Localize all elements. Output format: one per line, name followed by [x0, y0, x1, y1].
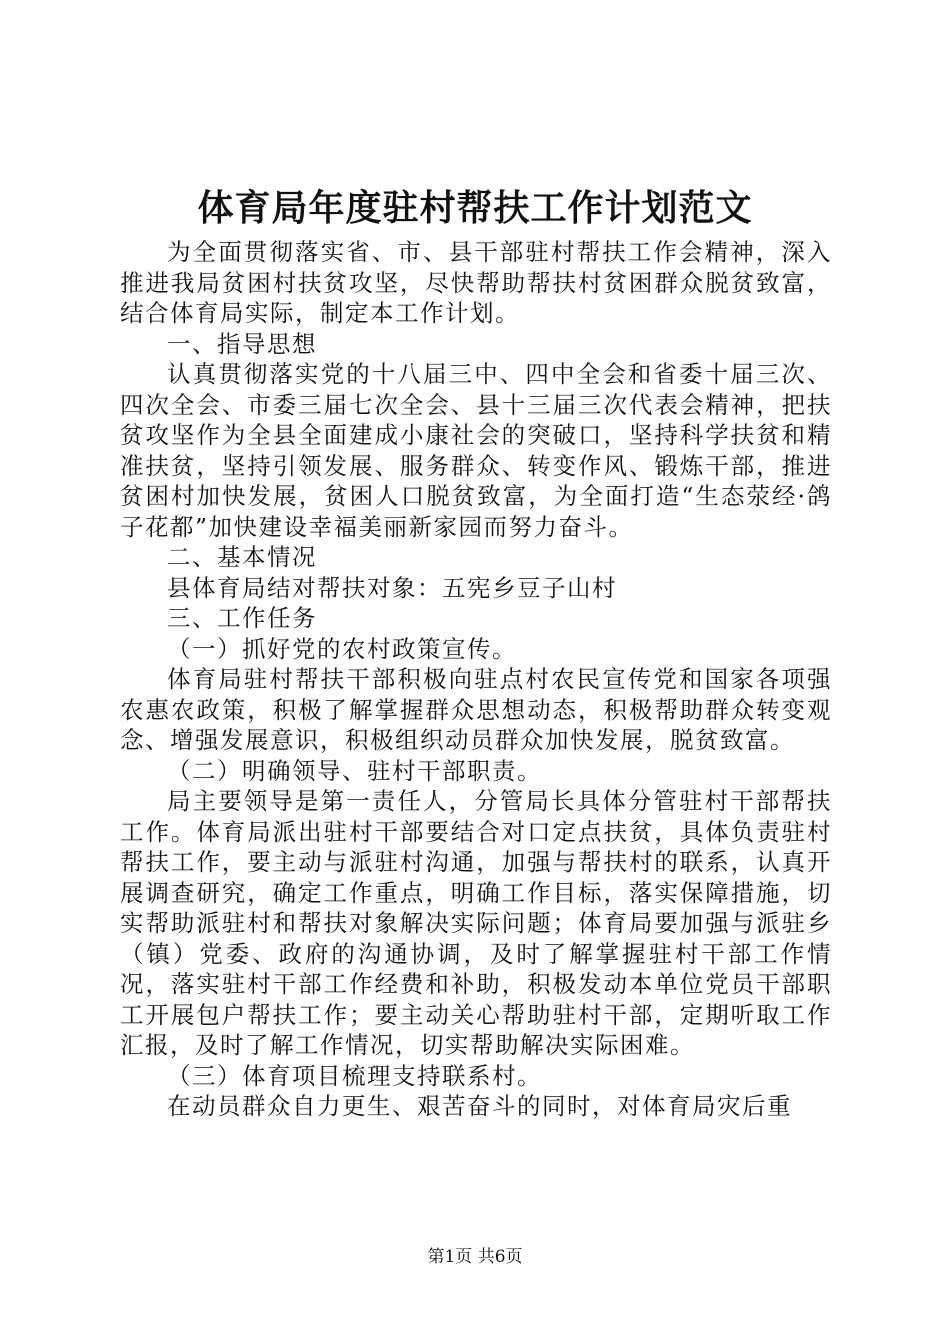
paragraph-guiding-ideology: 认真贯彻落实党的十八届三中、四中全会和省委十届三次、四次全会、市委三届七次全会、县十三届三次代表会精神，把扶贫攻坚作为全县全面建成小康社会的突破口，坚持科学扶贫和精准扶贫，坚持引领发展、服务群众、转变作风、锻炼干部，推进贫困村加快发展，贫困人口脱贫致富，为全面打造“生态荥经·鸽子花都”加快建设幸福美丽新家园而努力奋斗。 — [120, 360, 832, 541]
section-heading-work-tasks: 三、工作任务 — [167, 604, 317, 632]
section-heading-guiding-ideology: 一、指导思想 — [167, 329, 317, 358]
paragraph-policy-publicity: 体育局驻村帮扶干部积极向驻点村农民宣传党和国家各项强农惠农政策，积极了解掌握群众思想动态，积极帮助群众转变观念、增强发展意识，积极组织动员群众加快发展，脱贫致富。 — [120, 665, 832, 754]
subheading-policy-publicity: （一）抓好党的农村政策宣传。 — [167, 634, 517, 663]
document-title: 体育局年度驻村帮扶工作计划范文 — [197, 187, 753, 229]
subheading-sports-projects: （三）体育项目梳理支持联系村。 — [167, 1061, 542, 1090]
subheading-responsibilities: （二）明确领导、驻村干部职责。 — [167, 756, 542, 785]
paragraph-basic-situation: 县体育局结对帮扶对象：五宪乡豆子山村 — [167, 573, 617, 602]
paragraph-responsibilities: 局主要领导是第一责任人，分管局长具体分管驻村干部帮扶工作。体育局派出驻村干部要结合对口定点扶贫，具体负责驻村帮扶工作，要主动与派驻村沟通，加强与帮扶村的联系，认真开展调查研究，确定工作重点，明确工作目标，落实保障措施，切实帮助派驻村和帮扶对象解决实际问题；体育局要加强与派驻乡（镇）党委、政府的沟通协调，及时了解掌握驻村干部工作情况，落实驻村干部工作经费和补助，积极发动本单位党员干部职工开展包户帮扶工作；要主动关心帮助驻村干部，定期听取工作汇报，及时了解工作情况，切实帮助解决实际困难。 — [120, 787, 832, 1059]
document-body — [120, 237, 832, 1122]
paragraph-sports-projects: 在动员群众自力更生、艰苦奋斗的同时，对体育局灾后重 — [167, 1092, 792, 1120]
paragraph-intro: 为全面贯彻落实省、市、县干部驻村帮扶工作会精神，深入推进我局贫困村扶贫攻坚，尽快帮助帮扶村贫困群众脱贫致富，结合体育局实际，制定本工作计划。 — [120, 238, 832, 327]
page-footer: 第1页 共6页 — [427, 1247, 523, 1267]
section-heading-basic-situation: 二、基本情况 — [167, 543, 317, 571]
